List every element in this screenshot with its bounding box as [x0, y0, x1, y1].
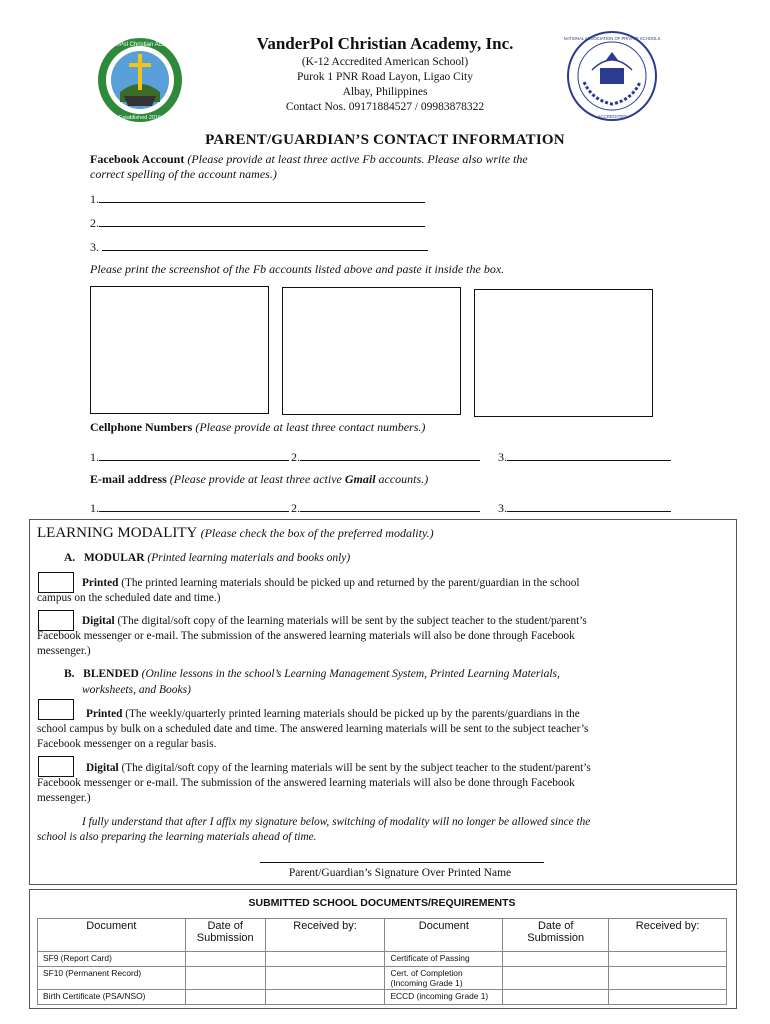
cell-num-3: 3.	[498, 450, 507, 464]
modular-digital-line3: messenger.)	[37, 645, 91, 657]
email-field-3[interactable]	[498, 499, 671, 516]
modular-letter: A.	[64, 552, 76, 564]
table-row	[38, 952, 727, 967]
blended-digital-checkbox[interactable]	[38, 756, 74, 777]
school-address-2: Albay, Philippines	[342, 86, 428, 98]
cell-field-1[interactable]	[90, 448, 289, 465]
facebook-label: Facebook Account	[90, 152, 185, 166]
date-cell[interactable]	[503, 952, 609, 967]
table-row	[38, 967, 727, 990]
received-cell[interactable]	[609, 952, 727, 967]
modality-title: LEARNING MODALITY	[37, 525, 197, 541]
received-cell[interactable]	[265, 952, 385, 967]
date-cell[interactable]	[185, 952, 265, 967]
facebook-label-line	[90, 152, 690, 167]
cellphone-label: Cellphone Numbers	[90, 420, 193, 434]
fb-field-3[interactable]	[90, 238, 428, 255]
screenshot-box-3[interactable]	[474, 289, 653, 417]
doc-cell: Certificate of Passing	[385, 952, 503, 967]
documents-title: SUBMITTED SCHOOL DOCUMENTS/REQUIREMENTS	[248, 897, 516, 909]
modular-heading: MODULAR	[83, 552, 145, 564]
blended-printed-line1	[86, 707, 746, 722]
modality-instruction: (Please check the box of the preferred modality.)	[200, 526, 434, 540]
doc-cell: SF10 (Permanent Record)	[38, 967, 186, 990]
blended-sub-1: (Online lessons in the school’s Learning Management System, Printed Learning Materials,	[141, 668, 560, 680]
received-cell[interactable]	[609, 967, 727, 990]
received-cell[interactable]	[609, 990, 727, 1005]
blended-sub-2: worksheets, and Books)	[82, 684, 191, 696]
doc-cell: ECCD (incoming Grade 1)	[385, 990, 503, 1005]
email-num-3: 3.	[498, 501, 507, 515]
doc-cell: Cert. of Completion (Incoming Grade 1)	[385, 967, 503, 990]
modular-printed-line1	[82, 576, 742, 591]
fb-field-2[interactable]	[90, 214, 425, 231]
email-label: E-mail address	[90, 472, 167, 486]
logo-text-top: VanderPol Christian Academy	[100, 42, 180, 48]
header-received-2: Received by:	[609, 919, 727, 952]
email-field-2[interactable]	[291, 499, 480, 516]
fb-num-3: 3.	[90, 240, 102, 254]
email-num-2: 2.	[291, 501, 300, 515]
modular-digital-checkbox[interactable]	[38, 610, 74, 631]
email-field-1[interactable]	[90, 499, 289, 516]
blended-printed-text1: (The weekly/quarterly printed learning materials should be picked up by the parents/guardians in the	[125, 708, 580, 720]
school-address-1: Purok 1 PNR Road Layon, Ligao City	[296, 71, 473, 83]
modular-printed-line2: campus on the scheduled date and time.)	[37, 592, 221, 604]
blended-printed-line2: school campus by bulk on a scheduled date and time. The answered learning materials will be sent to the subject teacher’s	[37, 723, 589, 735]
table-header-row	[38, 919, 727, 952]
received-cell[interactable]	[265, 967, 385, 990]
email-instruction-post: accounts.)	[375, 472, 429, 486]
modular-digital-line2: Facebook messenger or e-mail. The submission of the answered learning materials will also be done through Facebook	[37, 630, 575, 642]
seal-bottom-text: ACCREDITED	[597, 114, 627, 119]
cell-field-3[interactable]	[498, 448, 671, 465]
email-label-line	[90, 472, 710, 487]
cellphone-label-line	[90, 420, 710, 435]
doc-cell: Birth Certificate (PSA/NSO)	[38, 990, 186, 1005]
school-contact: Contact Nos. 09171884527 / 09983878322	[285, 101, 485, 113]
header-document-1: Document	[38, 919, 186, 952]
modular-printed-text1: (The printed learning materials should be picked up and returned by the parent/guardian in the school	[121, 577, 580, 589]
cell-num-2: 2.	[291, 450, 300, 464]
modality-title-line	[37, 525, 737, 542]
modular-digital-label: Digital	[82, 615, 115, 627]
date-cell[interactable]	[185, 990, 265, 1005]
table-row	[38, 990, 727, 1005]
modular-sub: (Printed learning materials and books only)	[147, 552, 351, 564]
facebook-instruction-1: (Please provide at least three active Fb accounts. Please also write the	[187, 152, 528, 166]
header-document-2: Document	[385, 919, 503, 952]
date-cell[interactable]	[503, 967, 609, 990]
blended-digital-line2: Facebook messenger or e-mail. The submission of the answered learning materials will also be done through Facebook	[37, 777, 575, 789]
screenshot-instruction: Please print the screenshot of the Fb accounts listed above and paste it inside the box.	[90, 262, 505, 276]
blended-digital-label: Digital	[86, 762, 119, 774]
blended-digital-line3: messenger.)	[37, 792, 91, 804]
modular-heading-line	[64, 552, 350, 564]
cell-num-1: 1.	[90, 450, 99, 464]
seal-text: NATIONAL ASSOCIATION OF PRIVATE SCHOOLS	[563, 36, 661, 41]
doc-cell: SF9 (Report Card)	[38, 952, 186, 967]
fb-num-2: 2.	[90, 216, 99, 230]
date-cell[interactable]	[503, 990, 609, 1005]
modular-digital-text1: (The digital/soft copy of the learning materials will be sent by the subject teacher to the student/parent’s	[117, 615, 587, 627]
blended-digital-text1: (The digital/soft copy of the learning materials will be sent by the subject teacher to the student/parent’s	[121, 762, 591, 774]
school-accreditation: (K-12 Accredited American School)	[301, 56, 469, 68]
section-title-contact: PARENT/GUARDIAN’S CONTACT INFORMATION	[205, 132, 565, 148]
blended-heading: BLENDED	[83, 668, 139, 680]
blended-printed-checkbox[interactable]	[38, 699, 74, 720]
modular-digital-line1	[82, 614, 742, 629]
email-num-1: 1.	[90, 501, 99, 515]
date-cell[interactable]	[185, 967, 265, 990]
facebook-instruction-2: correct spelling of the account names.)	[90, 167, 277, 181]
agreement-line1: I fully understand that after I affix my signature below, switching of modality will no longer be allowed since the	[82, 816, 591, 828]
blended-letter: B.	[64, 668, 75, 680]
agreement-line2: school is also preparing the learning materials ahead of time.	[37, 831, 317, 843]
received-cell[interactable]	[265, 990, 385, 1005]
screenshot-box-1[interactable]	[90, 286, 269, 414]
cellphone-instruction: (Please provide at least three contact numbers.)	[195, 420, 426, 434]
fb-field-1[interactable]	[90, 190, 425, 207]
fb-num-1: 1.	[90, 192, 99, 206]
header-date-1: Date of Submission	[185, 919, 265, 952]
email-instruction-gmail: Gmail	[344, 472, 376, 486]
header-date-2: Date of Submission	[503, 919, 609, 952]
signature-line[interactable]	[260, 862, 544, 863]
blended-printed-label: Printed	[86, 708, 123, 720]
header-received-1: Received by:	[265, 919, 385, 952]
modular-printed-checkbox[interactable]	[38, 572, 74, 593]
screenshot-box-2[interactable]	[282, 287, 461, 415]
signature-label: Parent/Guardian’s Signature Over Printed Name	[288, 867, 512, 879]
email-instruction-pre: (Please provide at least three active	[169, 472, 345, 486]
logo-text-bottom: Established 2016	[118, 115, 162, 121]
modular-printed-label: Printed	[82, 577, 119, 589]
school-name: VanderPol Christian Academy, Inc.	[256, 34, 514, 53]
blended-printed-line3: Facebook messenger on a regular basis.	[37, 738, 217, 750]
blended-heading-line	[64, 668, 724, 680]
cell-field-2[interactable]	[291, 448, 480, 465]
documents-table	[37, 918, 727, 1005]
blended-digital-line1	[86, 761, 746, 776]
